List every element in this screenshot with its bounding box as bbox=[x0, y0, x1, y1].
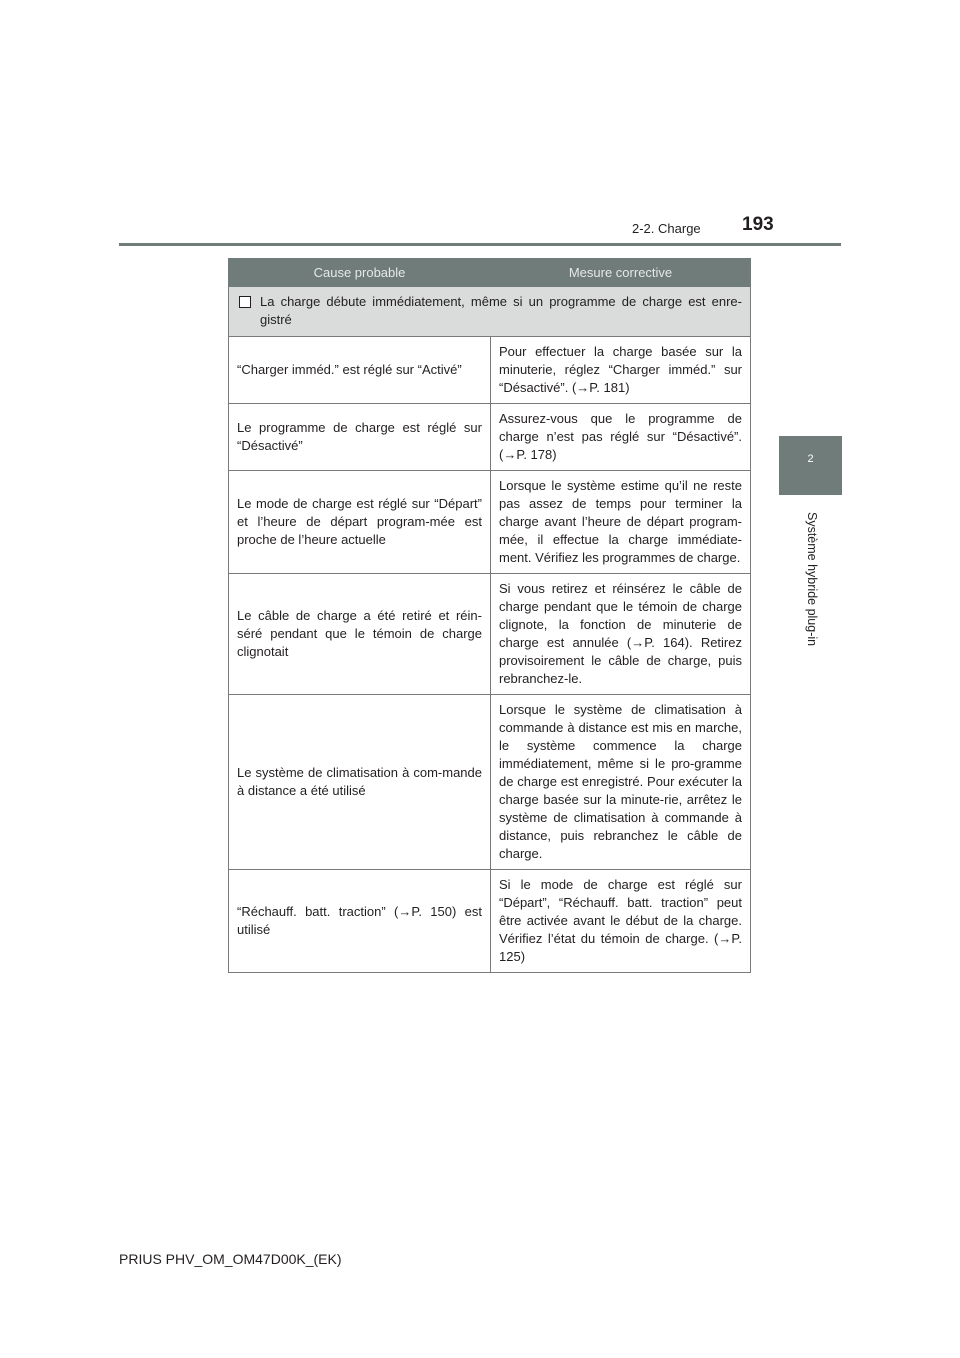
header-section: 2-2. Charge bbox=[632, 221, 701, 236]
column-header-cause: Cause probable bbox=[229, 259, 491, 287]
table-body bbox=[229, 337, 751, 973]
action-cell: Si le mode de charge est réglé sur “Départ”, “Réchauff. batt. traction” peut être activée avant le début de la charge. Vérifiez l’état du témoin de charge. (→P. 125) bbox=[491, 870, 751, 973]
cause-cell: Le mode de charge est réglé sur “Départ” et l’heure de départ program-mée est proche de l’heure actuelle bbox=[229, 471, 491, 574]
section-heading: La charge débute immédiatement, même si un programme de charge est enre-gistré bbox=[260, 294, 742, 327]
troubleshooting-table bbox=[228, 258, 751, 973]
cause-cell: “Charger imméd.” est réglé sur “Activé” bbox=[229, 337, 491, 404]
action-cell: Lorsque le système estime qu’il ne reste pas assez de temps pour terminer la charge avant l’heure de départ program-mée, il effectue la charge immédiate-ment. Vérifiez les programmes de charge. bbox=[491, 471, 751, 574]
table-header-row bbox=[229, 259, 751, 287]
action-cell: Assurez-vous que le programme de charge n’est pas réglé sur “Désactivé”. (→P. 178) bbox=[491, 404, 751, 471]
cause-cell: “Réchauff. batt. traction” (→P. 150) est utilisé bbox=[229, 870, 491, 973]
page-number: 193 bbox=[742, 214, 774, 235]
checkbox-icon bbox=[239, 296, 251, 308]
chapter-number: 2 bbox=[807, 453, 814, 465]
document-id: PRIUS PHV_OM_OM47D00K_(EK) bbox=[119, 1251, 342, 1267]
table-row bbox=[229, 404, 751, 471]
action-cell: Si vous retirez et réinsérez le câble de charge pendant que le témoin de charge clignote, la fonction de minuterie de charge est annulée (→P. 164). Retirez provisoirement le câble de charge, puis rebranchez-le. bbox=[491, 574, 751, 695]
section-heading-row bbox=[229, 287, 751, 337]
column-header-action: Mesure corrective bbox=[491, 259, 751, 287]
chapter-title: Système hybride plug-in bbox=[805, 512, 819, 647]
header-divider bbox=[119, 243, 841, 246]
cause-cell: Le câble de charge a été retiré et réin-séré pendant que le témoin de charge clignotait bbox=[229, 574, 491, 695]
table-row bbox=[229, 574, 751, 695]
table-row bbox=[229, 870, 751, 973]
cause-cell: Le programme de charge est réglé sur “Désactivé” bbox=[229, 404, 491, 471]
table-row bbox=[229, 337, 751, 404]
chapter-tab bbox=[779, 436, 842, 495]
action-cell: Lorsque le système de climatisation à commande à distance est mis en marche, le système commence la charge immédiatement, même si le pro-gramme de charge est enregistré. Pour exécuter la charge basée sur la minute-rie, arrêtez le système de climatisation à commande à distance, puis rebranchez le câble de charge. bbox=[491, 695, 751, 870]
table-row bbox=[229, 695, 751, 870]
cause-cell: Le système de climatisation à com-mande à distance a été utilisé bbox=[229, 695, 491, 870]
table-row bbox=[229, 471, 751, 574]
action-cell: Pour effectuer la charge basée sur la minuterie, réglez “Charger imméd.” sur “Désactivé”. (→P. 181) bbox=[491, 337, 751, 404]
